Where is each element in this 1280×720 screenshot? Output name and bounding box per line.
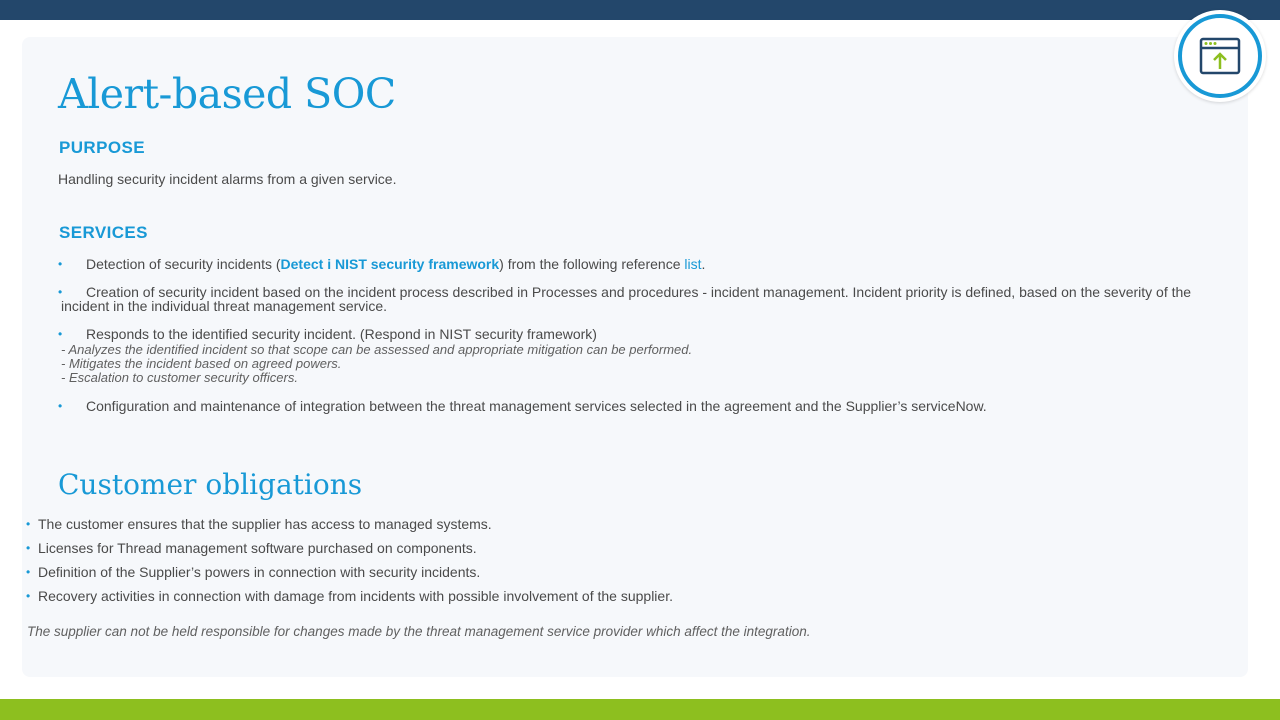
page-title: Alert-based SOC <box>58 70 396 118</box>
obligation-item: Licenses for Thread management software purchased on components. <box>38 540 477 556</box>
service-subitem: - Escalation to customer security officers. <box>61 370 298 385</box>
bullet: • <box>26 565 31 579</box>
service-text: Detection of security incidents ( <box>86 256 281 272</box>
service-item-creation-cont: incident in the individual threat management service. <box>61 298 388 314</box>
obligation-item: Recovery activities in connection with damage from incidents with possible involvement of the supplier. <box>38 588 673 604</box>
top-bar <box>0 0 1280 20</box>
nist-detect-link[interactable]: Detect i NIST security framework <box>280 256 500 272</box>
bullet: • <box>58 327 63 341</box>
obligations-note: The supplier can not be held responsible for changes made by the threat management service provider which affect the integration. <box>27 624 811 639</box>
purpose-heading: PURPOSE <box>59 138 145 157</box>
service-item-creation: Creation of security incident based on the incident process described in Processes and procedures - incident management. Incident priority is defined, based on the severity of the <box>86 284 1192 300</box>
bullet: • <box>58 399 63 413</box>
services-heading: SERVICES <box>59 223 148 242</box>
bullet: • <box>58 285 63 299</box>
bullet: • <box>58 257 63 271</box>
reference-list-link[interactable]: list <box>684 256 702 272</box>
bottom-bar <box>0 699 1280 720</box>
badge <box>1174 10 1266 102</box>
bullet: • <box>26 541 31 555</box>
service-text: ) from the following reference <box>499 256 685 272</box>
service-item-responds: Responds to the identified security incident. (Respond in NIST security framework) <box>86 326 597 342</box>
purpose-text: Handling security incident alarms from a given service. <box>58 171 397 187</box>
obligation-item: Definition of the Supplier’s powers in connection with security incidents. <box>38 564 481 580</box>
bullet: • <box>26 589 31 603</box>
service-subitem: - Mitigates the incident based on agreed powers. <box>61 356 342 371</box>
bullet: • <box>26 517 31 531</box>
service-text: . <box>701 256 706 272</box>
service-subitem: - Analyzes the identified incident so that scope can be assessed and appropriate mitigation can be performed. <box>61 342 693 357</box>
service-item-configuration: Configuration and maintenance of integration between the threat management services selected in the agreement and the Supplier’s serviceNow. <box>86 398 987 414</box>
window-upload-icon <box>1198 34 1242 78</box>
service-item-detection <box>86 256 705 272</box>
obligations-heading: Customer obligations <box>58 468 363 501</box>
obligation-item: The customer ensures that the supplier has access to managed systems. <box>38 516 492 532</box>
